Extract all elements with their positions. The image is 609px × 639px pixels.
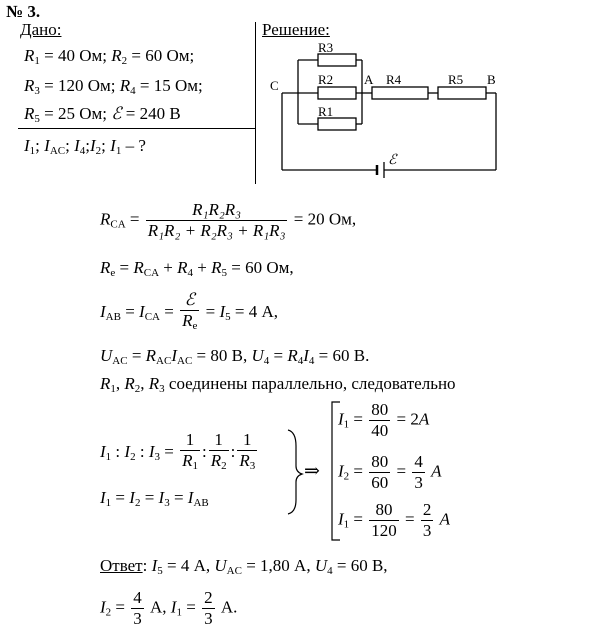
answer-line-1: [100, 556, 388, 577]
den: 60: [371, 473, 389, 492]
sys1-fraction: [369, 400, 390, 441]
txt: =: [111, 597, 126, 617]
sub: AC: [112, 355, 128, 367]
sub: 5: [225, 310, 231, 323]
txt: = 4 А,: [162, 556, 215, 575]
sub: 1: [34, 55, 40, 67]
var: R: [124, 374, 135, 393]
sub: e: [192, 320, 198, 332]
sub: 4: [130, 85, 136, 97]
sub: CA: [110, 218, 126, 231]
var: R: [100, 258, 111, 277]
var: U: [251, 346, 264, 365]
label-r4: R4: [386, 72, 402, 87]
eq: =: [353, 509, 364, 529]
var: R: [177, 258, 188, 277]
eq: =: [405, 509, 415, 529]
sub: 1: [105, 497, 112, 509]
txt: =: [169, 488, 188, 507]
var: R: [119, 76, 131, 95]
var: U: [314, 556, 328, 575]
txt: :: [111, 441, 125, 461]
txt: =: [127, 346, 146, 365]
den: 3: [133, 609, 142, 628]
sub: 1: [115, 145, 122, 157]
var: R: [210, 451, 222, 470]
sub: 1: [176, 606, 182, 619]
txt: =: [120, 301, 140, 321]
sub: AC: [156, 355, 172, 367]
sub: AC: [226, 565, 242, 577]
sub: 4: [308, 355, 315, 367]
var: R: [148, 374, 160, 393]
txt: +: [159, 258, 178, 277]
txt: :: [135, 441, 149, 461]
sub: 5: [221, 267, 228, 279]
txt: = 25 Ом;: [39, 104, 112, 123]
sub: 3: [159, 383, 165, 395]
unit: A: [439, 509, 450, 529]
num: 80: [369, 500, 399, 521]
sub: 4: [327, 565, 333, 577]
sub: 2: [134, 383, 141, 395]
txt: = 60 В,: [332, 556, 388, 575]
txt: = 1,80 А,: [241, 556, 315, 575]
sub: 4: [79, 145, 86, 157]
sub: 5: [157, 565, 163, 577]
var: I: [303, 346, 309, 365]
var: I: [151, 556, 158, 575]
sub: 1: [110, 383, 116, 395]
answer-line-2: [100, 588, 237, 629]
var: I: [129, 488, 135, 507]
eq: =: [353, 409, 364, 429]
num: 2: [204, 588, 213, 607]
var: R: [24, 104, 35, 123]
sys3-fraction: [369, 500, 399, 541]
sub: 5: [34, 113, 40, 125]
label-r2: R2: [318, 72, 334, 87]
var: I: [44, 136, 50, 155]
var: R: [133, 258, 144, 277]
var: R: [182, 311, 193, 330]
var: R: [211, 258, 222, 277]
system-line-3: [338, 500, 450, 541]
var: I: [338, 409, 344, 429]
sub: 2: [343, 470, 350, 483]
sub: 3: [164, 497, 170, 509]
label-emf: ℰ: [388, 153, 397, 168]
txt: = 60 Ом,: [227, 258, 294, 277]
sub: 4: [297, 355, 304, 367]
rca-denominator: R₁R₂ + R₂R₃ + R₁R₃: [147, 221, 286, 240]
unit: A: [418, 409, 430, 429]
eq: =: [129, 209, 140, 229]
var: I: [100, 597, 106, 617]
label-c: C: [270, 78, 279, 93]
txt: =: [115, 258, 134, 277]
num: 1: [180, 430, 200, 451]
sub: e: [110, 267, 116, 279]
sub: 1: [343, 518, 350, 531]
var: I: [74, 136, 80, 155]
sub: AC: [177, 355, 193, 367]
var: R: [111, 46, 122, 65]
num: 80: [371, 400, 389, 419]
txt: = 80 В,: [192, 346, 252, 365]
var: U: [100, 346, 113, 365]
emf-symbol: ℰ: [111, 104, 122, 123]
sub: 3: [154, 450, 160, 463]
var: I: [139, 301, 145, 321]
system-line-1: [338, 400, 429, 441]
sub: 1: [343, 418, 350, 431]
var: R: [239, 451, 250, 470]
var: R: [182, 451, 193, 470]
rca-numerator: R₁R₂R₃: [146, 200, 288, 221]
var: I: [100, 441, 106, 461]
var: I: [100, 301, 106, 321]
var: R: [24, 76, 35, 95]
var: U: [214, 556, 227, 575]
num: 2: [422, 500, 432, 519]
eq: =: [353, 461, 364, 481]
var: I: [24, 136, 30, 155]
num: 1: [209, 430, 229, 451]
txt: = 60 Ом;: [127, 46, 195, 65]
txt: =: [205, 301, 220, 321]
txt: ;: [101, 136, 111, 155]
unit: A: [431, 461, 442, 481]
sub: 2: [121, 55, 128, 67]
txt: ;: [85, 136, 90, 155]
txt: = 15 Ом;: [135, 76, 203, 95]
system-line-2: [338, 452, 442, 493]
txt: А,: [145, 597, 171, 617]
iab-numerator: ℰ: [180, 290, 199, 311]
txt: соединены параллельно, следовательно: [164, 374, 456, 393]
var: R: [24, 46, 35, 65]
var: I: [338, 461, 344, 481]
txt: – ?: [121, 136, 146, 155]
txt: =: [181, 597, 196, 617]
var: I: [170, 597, 177, 617]
txt: =: [159, 441, 174, 461]
txt: ,: [115, 374, 125, 393]
var: I: [110, 136, 116, 155]
colon: :: [230, 441, 236, 461]
txt: = 120 Ом;: [39, 76, 120, 95]
den: 40: [371, 421, 389, 440]
sub: 3: [34, 85, 40, 97]
txt: = 4 А,: [230, 301, 279, 321]
var: I: [124, 441, 131, 461]
solution-header: Решение:: [262, 20, 330, 39]
var: I: [158, 488, 165, 507]
txt: = 60 В.: [314, 346, 370, 365]
answer-frac-1: [131, 588, 144, 629]
txt: ,: [140, 374, 149, 393]
num: 4: [133, 588, 142, 607]
txt: ;: [35, 136, 45, 155]
var: I: [219, 301, 226, 321]
rca-result: = 20 Ом,: [293, 209, 357, 229]
var: R: [100, 374, 111, 393]
sub: 4: [263, 355, 270, 367]
var: R: [145, 346, 157, 365]
label-r3: R3: [318, 40, 334, 55]
sub: 1: [105, 450, 112, 463]
given-header: Дано:: [20, 20, 62, 39]
sub: 4: [187, 267, 194, 279]
txt: =: [140, 488, 159, 507]
sub: 3: [249, 460, 256, 472]
label-a: A: [364, 72, 374, 87]
answer-label: Ответ: [100, 556, 143, 575]
txt: :: [142, 556, 152, 575]
sub: 2: [105, 606, 112, 619]
sub: 2: [221, 460, 227, 472]
sub: 2: [95, 145, 102, 157]
num: 1: [237, 430, 257, 451]
sub: 1: [29, 145, 36, 157]
sub: 2: [134, 497, 141, 509]
den: 3: [204, 609, 213, 628]
label-r5: R5: [448, 72, 464, 87]
sub: CA: [143, 267, 160, 279]
txt: =: [269, 346, 288, 365]
sub: 2: [130, 450, 136, 463]
den: 120: [371, 521, 397, 540]
var: I: [187, 488, 194, 507]
sys2-fraction: [369, 452, 390, 493]
right-curly-brace: [288, 430, 302, 514]
var: I: [90, 136, 96, 155]
sub: AB: [193, 497, 209, 509]
txt: = 2: [396, 409, 419, 429]
var: I: [171, 346, 177, 365]
var: R: [100, 209, 111, 229]
sub: AB: [105, 310, 121, 323]
colon: :: [201, 441, 207, 461]
den: 3: [422, 521, 432, 540]
sub: AC: [49, 145, 66, 157]
problem-number: № 3.: [6, 2, 41, 21]
var: I: [100, 488, 106, 507]
var: I: [148, 441, 155, 461]
var: I: [338, 509, 344, 529]
sys3-fraction-2: [421, 500, 434, 541]
sys2-fraction-2: [412, 452, 425, 493]
txt: =: [160, 301, 174, 321]
txt: = 240 В: [121, 104, 181, 123]
eq: =: [396, 461, 407, 481]
implies-arrow: ⇒: [304, 461, 320, 482]
label-b: B: [487, 72, 496, 87]
var: R: [287, 346, 298, 365]
answer-frac-2: [202, 588, 215, 629]
txt: +: [193, 258, 212, 277]
txt: А.: [216, 597, 238, 617]
sub: 1: [192, 460, 198, 472]
num: 4: [414, 452, 423, 471]
num: 80: [371, 452, 389, 471]
label-r1: R1: [318, 104, 334, 119]
den: 3: [414, 473, 423, 492]
txt: = 40 Ом;: [39, 46, 112, 65]
sub: CA: [144, 310, 160, 323]
txt: =: [111, 488, 130, 507]
txt: ;: [65, 136, 75, 155]
